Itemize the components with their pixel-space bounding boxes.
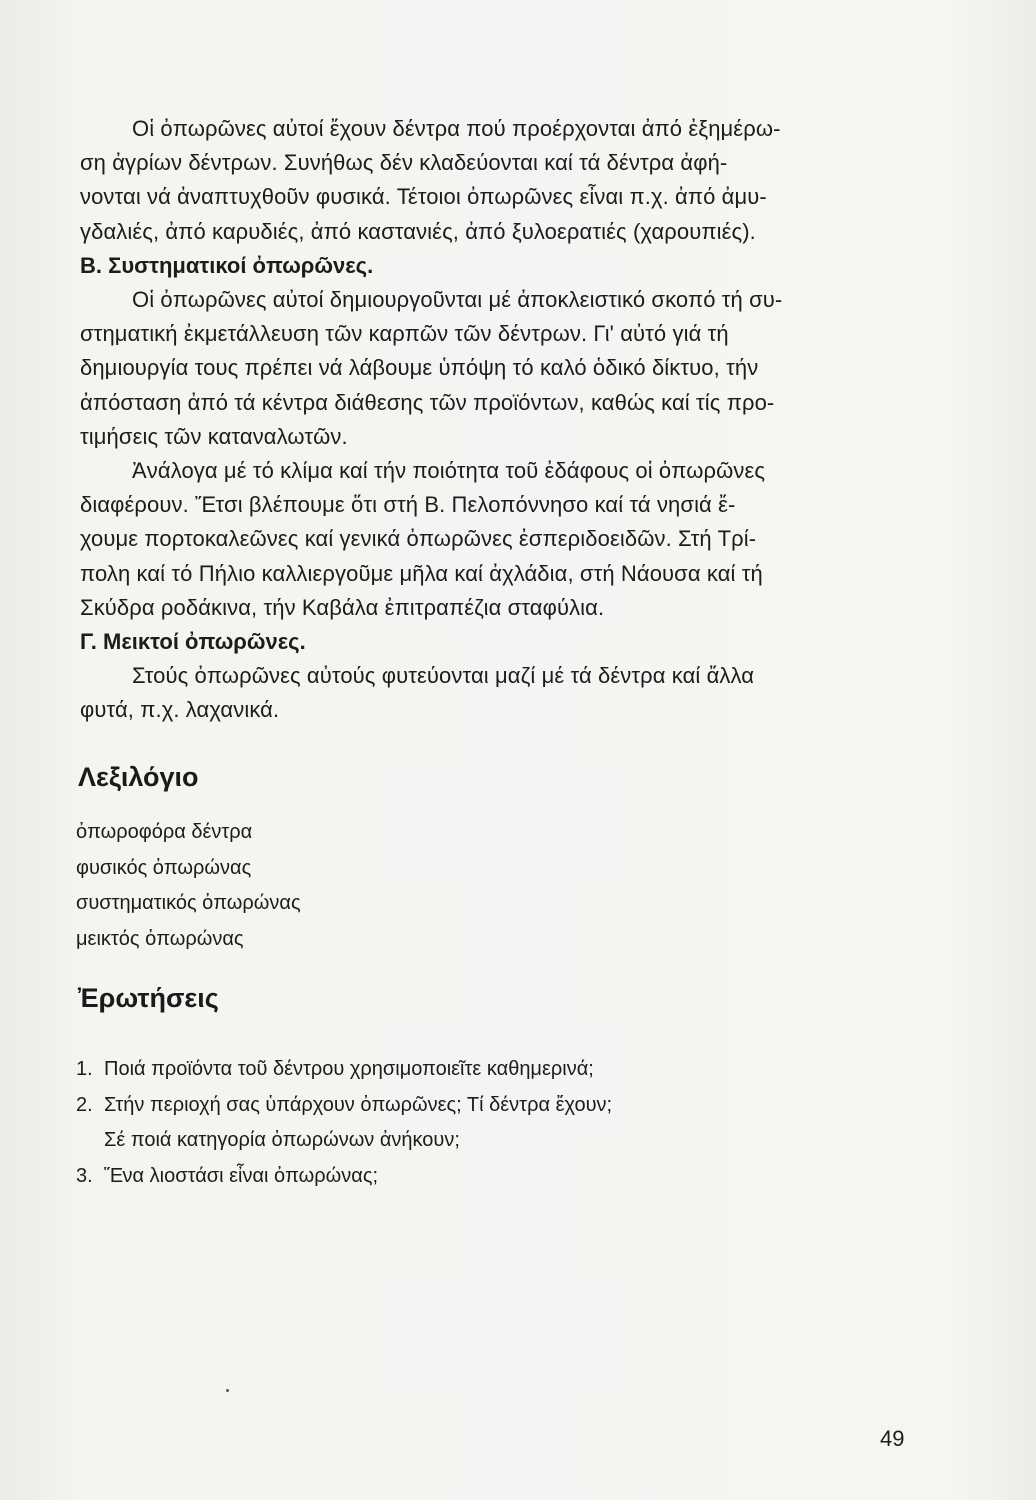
question-text: Ποιά προϊόντα τοῦ δέντρου χρησιμοποιεῖτε καθημερινά; [104,1058,594,1080]
questions-list [76,1052,612,1194]
question-text-continuation: Σέ ποιά κατηγορία ὀπωρώνων ἀνήκουν; [104,1129,460,1151]
text-line: πολη καί τό Πήλιο καλλιεργοῦμε μῆλα καί ἀχλάδια, στή Νάουσα καί τή [80,560,763,586]
text-line: φυτά, π.χ. λαχανικά. [80,697,280,723]
question-text: Ἕνα λιοστάσι εἶναι ὀπωρώνας; [104,1164,379,1187]
vocabulary-item: ὀπωροφόρα δέντρα [76,821,253,843]
text-line: τιμήσεις τῶν καταναλωτῶν. [80,423,348,449]
text-line: Ἀνάλογα μέ τό κλίμα καί τήν ποιότητα τοῦ ἐδάφους οἱ ὀπωρῶνες [132,458,766,484]
question-item [76,1052,612,1088]
vocabulary-list [76,815,301,957]
stray-mark [226,1389,229,1392]
questions-title: Ἐρωτήσεις [78,983,219,1013]
text-line: ἀπόσταση ἀπό τά κέντρα διάθεσης τῶν προϊόντων, καθώς καί τίς προ- [80,389,775,415]
question-number: 3. [76,1164,93,1187]
vocabulary-title: Λεξιλόγιο [78,762,199,792]
text-line: Στούς ὀπωρῶνες αὐτούς φυτεύονται μαζί μέ τά δέντρα καί ἄλλα [132,663,755,689]
text-line: γδαλιές, ἀπό καρυδιές, ἀπό καστανιές, ἀπό ξυλοερατιές (χαρουπιές). [80,218,756,244]
vocabulary-item: μεικτός ὀπωρώνας [76,927,244,950]
text-line: διαφέρουν. Ἔτσι βλέπουμε ὅτι στή Β. Πελοπόννησο καί τά νησιά ἔ- [80,492,736,518]
text-line: Σκύδρα ροδάκινα, τήν Καβάλα ἐπιτραπέζια σταφύλια. [80,594,605,620]
paragraph-2 [80,283,920,454]
vocabulary-item: συστηματικός ὀπωρώνας [76,892,301,914]
main-text [80,112,920,728]
text-line: ση ἀγρίων δέντρων. Συνήθως δέν κλαδεύονται καί τά δέντρα ἀφή- [80,150,728,176]
paragraph-1 [80,112,920,249]
text-line: χουμε πορτοκαλεῶνες καί γενικά ὀπωρῶνες ἐσπεριδοειδῶν. Στή Τρί- [80,526,757,552]
text-line: Οἱ ὀπωρῶνες αὐτοί δημιουργοῦνται μέ ἀποκλειστικό σκοπό τή συ- [132,287,783,313]
question-text: Στήν περιοχή σας ὑπάρχουν ὀπωρῶνες; Τί δέντρα ἔχουν; [104,1093,613,1116]
paragraph-4 [80,659,920,727]
page-number: 49 [880,1426,905,1451]
paragraph-3 [80,454,920,625]
vocabulary-item: φυσικός ὀπωρώνας [76,856,252,879]
question-number: 1. [76,1058,93,1080]
section-heading-c: Γ. Μεικτοί ὀπωρῶνες. [80,629,306,655]
text-line: νονται νά ἀναπτυχθοῦν φυσικά. Τέτοιοι ὀπωρῶνες εἶναι π.χ. ἀπό ἀμυ- [80,184,767,210]
text-line: στηματική ἐκμετάλλευση τῶν καρπῶν τῶν δέντρων. Γι' αὐτό γιά τή [80,321,729,347]
question-item [76,1088,612,1124]
text-line: Οἱ ὀπωρῶνες αὐτοί ἔχουν δέντρα πού προέρχονται ἀπό ἐξημέρω- [132,116,781,141]
question-number: 2. [76,1093,93,1116]
section-heading-b: Β. Συστηματικοί ὀπωρῶνες. [80,252,374,278]
text-line: δημιουργία τους πρέπει νά λάβουμε ὑπόψη τό καλό ὁδικό δίκτυο, τήν [80,355,759,381]
question-item [76,1159,612,1195]
